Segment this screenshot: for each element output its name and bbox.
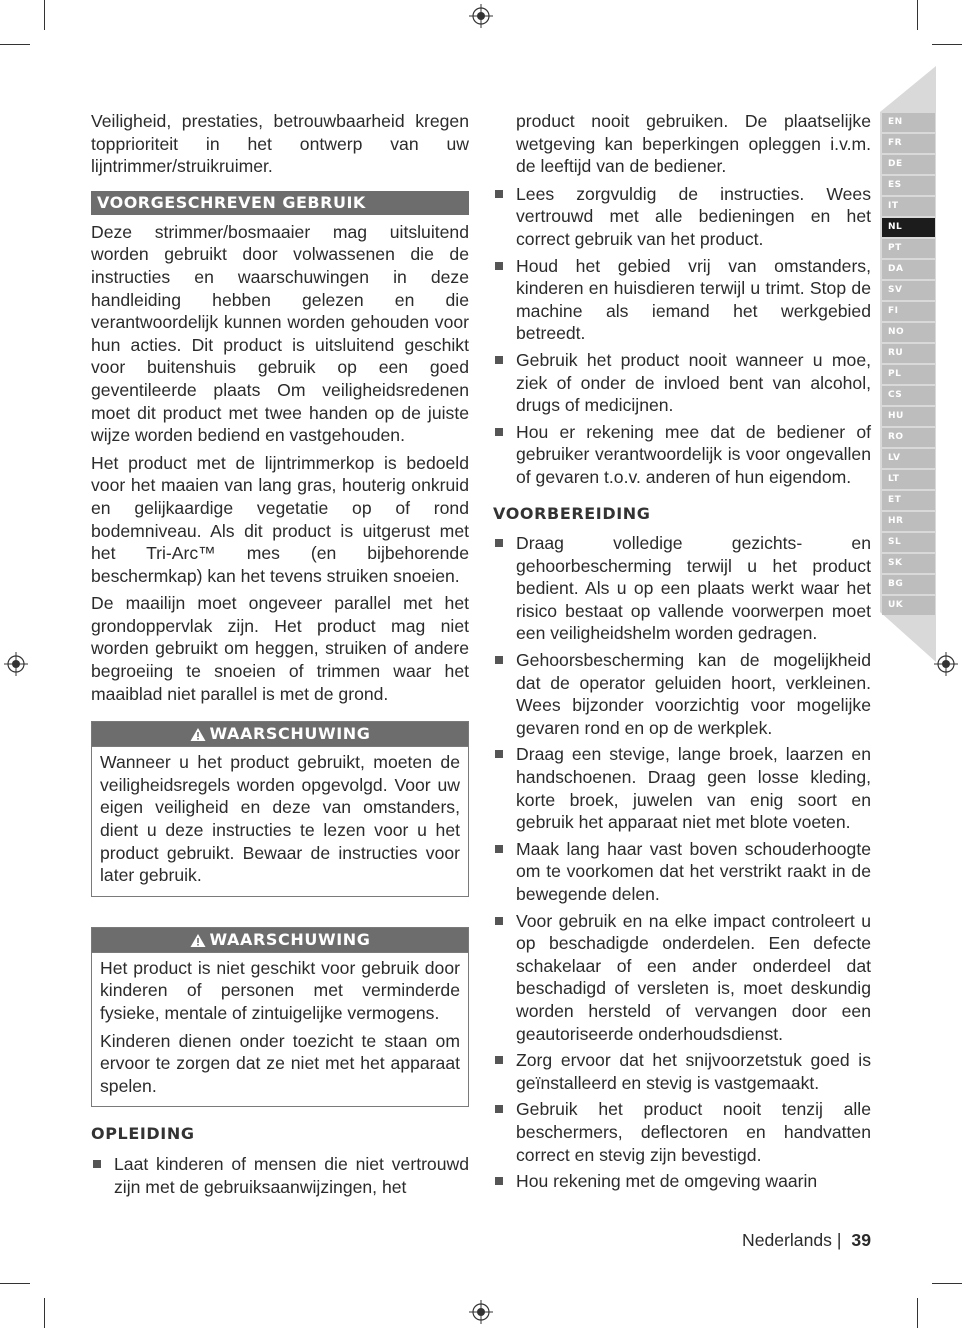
right-column (493, 110, 871, 1197)
bullet-list (91, 1153, 469, 1198)
bullet-square-icon (495, 845, 503, 853)
registration-mark-icon (4, 652, 28, 676)
language-tab-nl[interactable]: NL (882, 218, 935, 237)
language-tab-lt[interactable]: LT (882, 470, 935, 489)
bullet-square-icon (495, 750, 503, 758)
language-tab-it[interactable]: IT (882, 197, 935, 216)
language-tab-hr[interactable]: HR (882, 512, 935, 531)
warning-title: WAARSCHUWING (209, 929, 371, 949)
continuation-paragraph: product nooit gebruiken. De plaatselijke wetgeving kan beperkingen opleggen i.v.m. de leeftijd van de bediener. (516, 111, 871, 177)
warning-triangle-icon (190, 933, 206, 948)
language-tab-pt[interactable]: PT (882, 239, 935, 258)
language-tab-sl[interactable]: SL (882, 533, 935, 552)
language-tab-fi[interactable]: FI (882, 302, 935, 321)
section-heading-training: OPLEIDING (91, 1124, 195, 1144)
list-item: Gebruik het product nooit wanneer u moe, ziek of onder de invloed bent van alcohol, drugs of medicijnen. (493, 349, 871, 417)
list-item: Gebruik het product nooit tenzij alle beschermers, deflectoren en handvatten correct en stevig zijn bevestigd. (493, 1098, 871, 1166)
crop-mark (932, 44, 962, 45)
warning-title: WAARSCHUWING (209, 724, 371, 744)
paragraph: Deze strimmer/bosmaaier mag uitsluitend worden gebruikt door volwassenen die de instructies en waarschuwingen in deze handleiding hebben gelezen en die verantwoordelijk kunnen worden gehouden voor hun acties. Dit product is uitsluitend geschikt voor buitenshuis gebruik op een goed geventileerde plaats Om veiligheidsredenen moet dit product met twee handen op de juiste wijze worden bediend en vastgehouden. (91, 221, 469, 446)
language-tab-en[interactable]: EN (882, 113, 935, 132)
bullet-square-icon (495, 428, 503, 436)
language-tab-lv[interactable]: LV (882, 449, 935, 468)
list-item: Lees zorgvuldig de instructies. Wees vertrouwd met alle bedieningen en het correct gebruik van het product. (493, 183, 871, 251)
list-item: Voor gebruik en na elke impact controleert u op beschadigde onderdelen. Een defecte schakelaar of een ander onderdeel dat beschadigd of versleten is, moet deskundig worden hersteld of vervangen door een geautoriseerde onderhoudsdienst. (493, 910, 871, 1046)
crop-mark (44, 1298, 45, 1328)
warning-body (92, 953, 468, 1107)
language-tab-no[interactable]: NO (882, 323, 935, 342)
language-tab-de[interactable]: DE (882, 155, 935, 174)
language-tab-pl[interactable]: PL (882, 365, 935, 384)
language-tab-ro[interactable]: RO (882, 428, 935, 447)
bullet-square-icon (495, 190, 503, 198)
warning-body (92, 747, 468, 896)
language-tab-es[interactable]: ES (882, 176, 935, 195)
bullet-square-icon (495, 917, 503, 925)
paragraph: De maailijn moet ongeveer parallel met het grondoppervlak zijn. Het product mag niet worden gebruikt om heggen, struiken of andere begroeiing te snoeien of trimmen waar het maaiblad niet parallel is met de grond. (91, 593, 469, 704)
language-tab-da[interactable]: DA (882, 260, 935, 279)
intro-paragraph: Veiligheid, prestaties, betrouwbaarheid kregen topprioriteit in het ontwerp van uw lijntrimmer/struikruimer. (91, 111, 469, 177)
paragraph: Het product met de lijntrimmerkop is bedoeld voor het maaien van lang gras, houterig onkruid en gelijkaardige vegetatie op of rond bodemniveau. Als dit product is uitgerust met het Tri-Arc™ mes (en bijbehorende beschermkap) kan het tevens struiken snoeien. (91, 452, 469, 586)
crop-mark (44, 0, 45, 30)
warning-header (92, 722, 468, 747)
registration-mark-icon (469, 4, 493, 28)
language-tab-ru[interactable]: RU (882, 344, 935, 363)
page-footer (742, 1230, 871, 1251)
language-tab-bg[interactable]: BG (882, 575, 935, 594)
bullet-list (493, 532, 871, 1193)
bullet-list (493, 183, 871, 489)
warning-header (92, 928, 468, 953)
page-number: 39 (851, 1230, 871, 1250)
crop-mark (917, 0, 918, 30)
warning-triangle-icon (190, 727, 206, 742)
warning-text: Kinderen dienen onder toezicht te staan om ervoor te zorgen dat ze niet met het apparaat spelen. (100, 1030, 460, 1096)
warning-box (91, 721, 469, 897)
language-tabs (882, 113, 935, 617)
list-item: Hou rekening met de omgeving waarin (493, 1170, 871, 1193)
bullet-square-icon (495, 1105, 503, 1113)
registration-mark-icon (469, 1300, 493, 1324)
warning-text: Wanneer u het product gebruikt, moeten de veiligheidsregels worden opgevolgd. Voor uw eigen veiligheid en deze van omstanders, dient u deze instructies te lezen voor u het product gebruikt. Bewaar de instructies voor later gebruik. (100, 752, 460, 886)
list-item: Hou er rekening mee dat de bediener of gebruiker verantwoordelijk is voor ongevallen of gevaren t.o.v. anderen of hun eigendom. (493, 421, 871, 489)
list-item: Houd het gebied vrij van omstanders, kinderen en huisdieren terwijl u trimt. Stop de machine als iemand het werkgebied betreedt. (493, 255, 871, 345)
registration-mark-icon (934, 652, 958, 676)
bullet-square-icon (93, 1160, 101, 1168)
bullet-square-icon (495, 356, 503, 364)
list-item: Gehoorsbescherming kan de mogelijkheid dat de operator geluiden hoort, verkleinen. Wees bijzonder voorzichtig voor mogelijke gevaren rond en op de werkplek. (493, 649, 871, 739)
warning-box (91, 927, 469, 1108)
bullet-square-icon (495, 656, 503, 664)
list-item: Maak lang haar vast boven schouderhoogte om te voorkomen dat het verstrikt raakt in de bewegende delen. (493, 838, 871, 906)
section-heading-preparation: VOORBEREIDING (493, 503, 651, 523)
crop-mark (0, 1283, 30, 1284)
language-tab-sk[interactable]: SK (882, 554, 935, 573)
crop-mark (932, 1283, 962, 1284)
crop-mark (917, 1298, 918, 1328)
left-column (91, 110, 469, 1202)
footer-language: Nederlands | (741, 1230, 842, 1250)
bullet-square-icon (495, 539, 503, 547)
list-item: Laat kinderen of mensen die niet vertrouwd zijn met de gebruiksaanwijzingen, het (91, 1153, 469, 1198)
language-tab-cs[interactable]: CS (882, 386, 935, 405)
language-tab-sv[interactable]: SV (882, 281, 935, 300)
language-tab-hu[interactable]: HU (882, 407, 935, 426)
language-tab-fr[interactable]: FR (882, 134, 935, 153)
bullet-square-icon (495, 1177, 503, 1185)
bullet-square-icon (495, 262, 503, 270)
language-tab-uk[interactable]: UK (882, 596, 935, 615)
list-item: Draag volledige gezichts- en gehoorbescherming terwijl u het product bedient. Als u op een plaats werkt waar het risico bestaat op vallende voorwerpen moet een veiligheidshelm worden gedragen. (493, 532, 871, 645)
language-tab-et[interactable]: ET (882, 491, 935, 510)
bullet-square-icon (495, 1056, 503, 1064)
crop-mark (0, 44, 30, 45)
list-item: Draag een stevige, lange broek, laarzen en handschoenen. Draag geen losse kleding, korte broek, juwelen van enig soort en gebruik het apparaat niet met blote voeten. (493, 743, 871, 833)
warning-text: Het product is niet geschikt voor gebruik door kinderen of personen met verminderde fysieke, mentale of zintuigelijke vermogens. (100, 957, 460, 1023)
list-item: Zorg ervoor dat het snijvoorzetstuk goed is geïnstalleerd en stevig is vastgemaakt. (493, 1049, 871, 1094)
section-heading-intended-use: VOORGESCHREVEN GEBRUIK (91, 191, 469, 215)
